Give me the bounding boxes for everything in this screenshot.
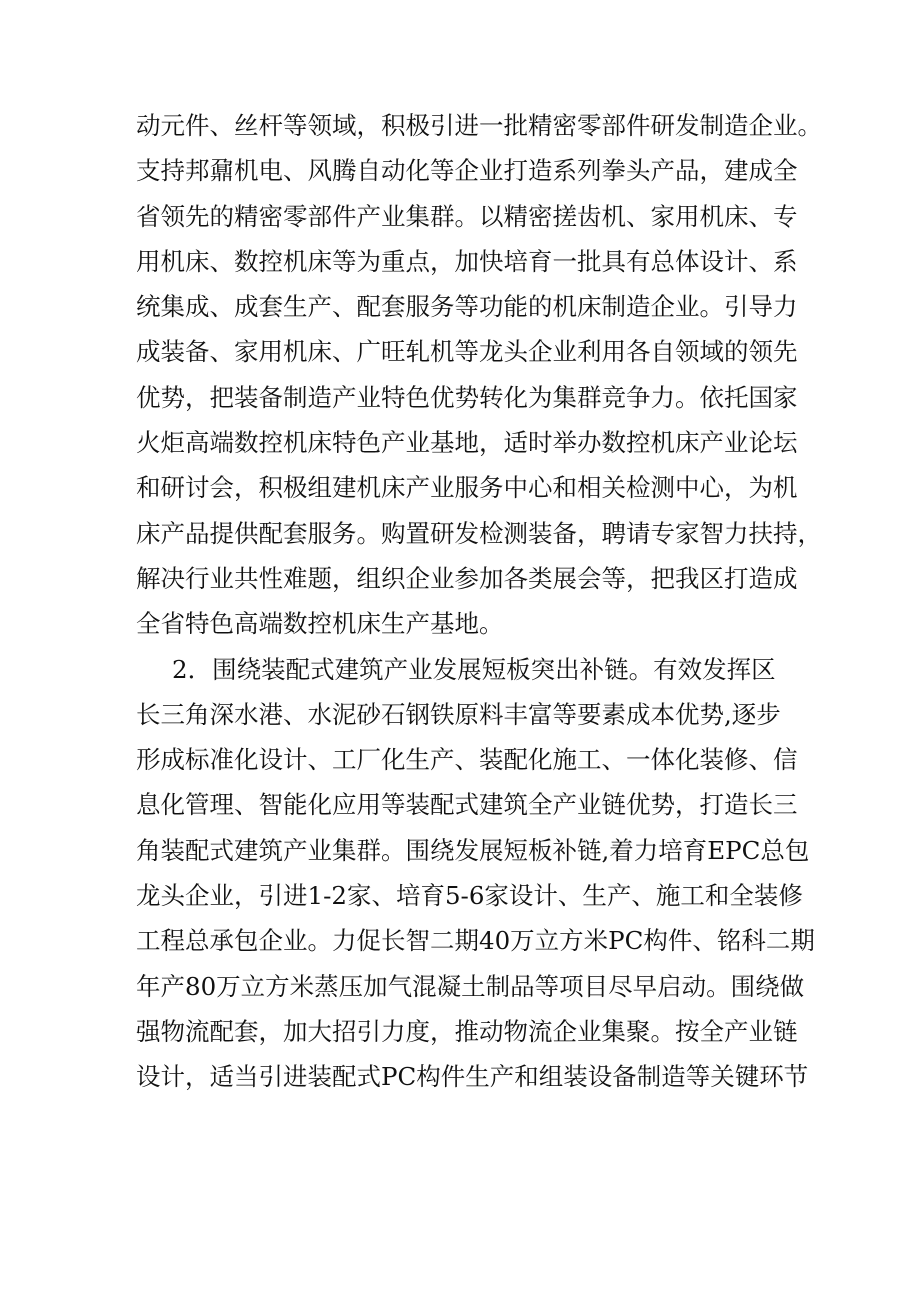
- text-line: 成装备、家用机床、广旺轧机等龙头企业利用各自领域的领先: [136, 337, 798, 367]
- text-line: 动元件、丝杆等领域，积极引进一批精密零部件研发制造企业。: [136, 111, 822, 140]
- text-line: 龙头企业，引进1-2家、培育5-6家设计、生产、施工和全装修: [136, 881, 803, 911]
- text-line: 全省特色高端数控机床生产基地。: [136, 609, 504, 639]
- text-line: 火炬高端数控机床特色产业基地，适时举办数控机床产业论坛: [136, 428, 798, 458]
- text-line: 床产品提供配套服务。购置研发检测装备，聘请专家智力扶持，: [136, 518, 822, 548]
- text-line: 省领先的精密零部件产业集群。以精密搓齿机、家用机床、专: [136, 201, 798, 231]
- text-line: 年产80万立方米蒸压加气混凝土制品等项目尽早启动。围绕做: [136, 971, 805, 1001]
- text-line: 工程总承包企业。力促长智二期40万立方米PC构件、铭科二期: [136, 926, 815, 956]
- text-line: 统集成、成套生产、配套服务等功能的机床制造企业。引导力: [136, 292, 798, 322]
- section-heading-line: 2．围绕装配式建筑产业发展短板突出补链。有效发挥区: [172, 654, 776, 684]
- text-line: 优势，把装备制造产业特色优势转化为集群竞争力。依托国家: [136, 382, 798, 412]
- text-line: 强物流配套，加大招引力度，推动物流企业集聚。按全产业链: [136, 1016, 798, 1046]
- text-line: 支持邦鼐机电、风腾自动化等企业打造系列拳头产品，建成全: [136, 156, 798, 186]
- text-line: 解决行业共性难题，组织企业参加各类展会等，把我区打造成: [136, 563, 798, 593]
- text-line: 角装配式建筑产业集群。围绕发展短板补链,着力培育EPC总包: [136, 835, 810, 865]
- text-line: 和研讨会，积极组建机床产业服务中心和相关检测中心，为机: [136, 473, 798, 503]
- body-text: [136, 103, 822, 1100]
- text-line: 长三角深水港、水泥砂石钢铁原料丰富等要素成本优势,逐步: [136, 699, 781, 729]
- text-line: 形成标准化设计、工厂化生产、装配化施工、一体化装修、信: [136, 745, 798, 775]
- text-line: 设计，适当引进装配式PC构件生产和组装设备制造等关键环节: [136, 1062, 809, 1092]
- text-line: 息化管理、智能化应用等装配式建筑全产业链优势，打造长三: [136, 790, 798, 820]
- text-line: 用机床、数控机床等为重点，加快培育一批具有总体设计、系: [136, 246, 798, 276]
